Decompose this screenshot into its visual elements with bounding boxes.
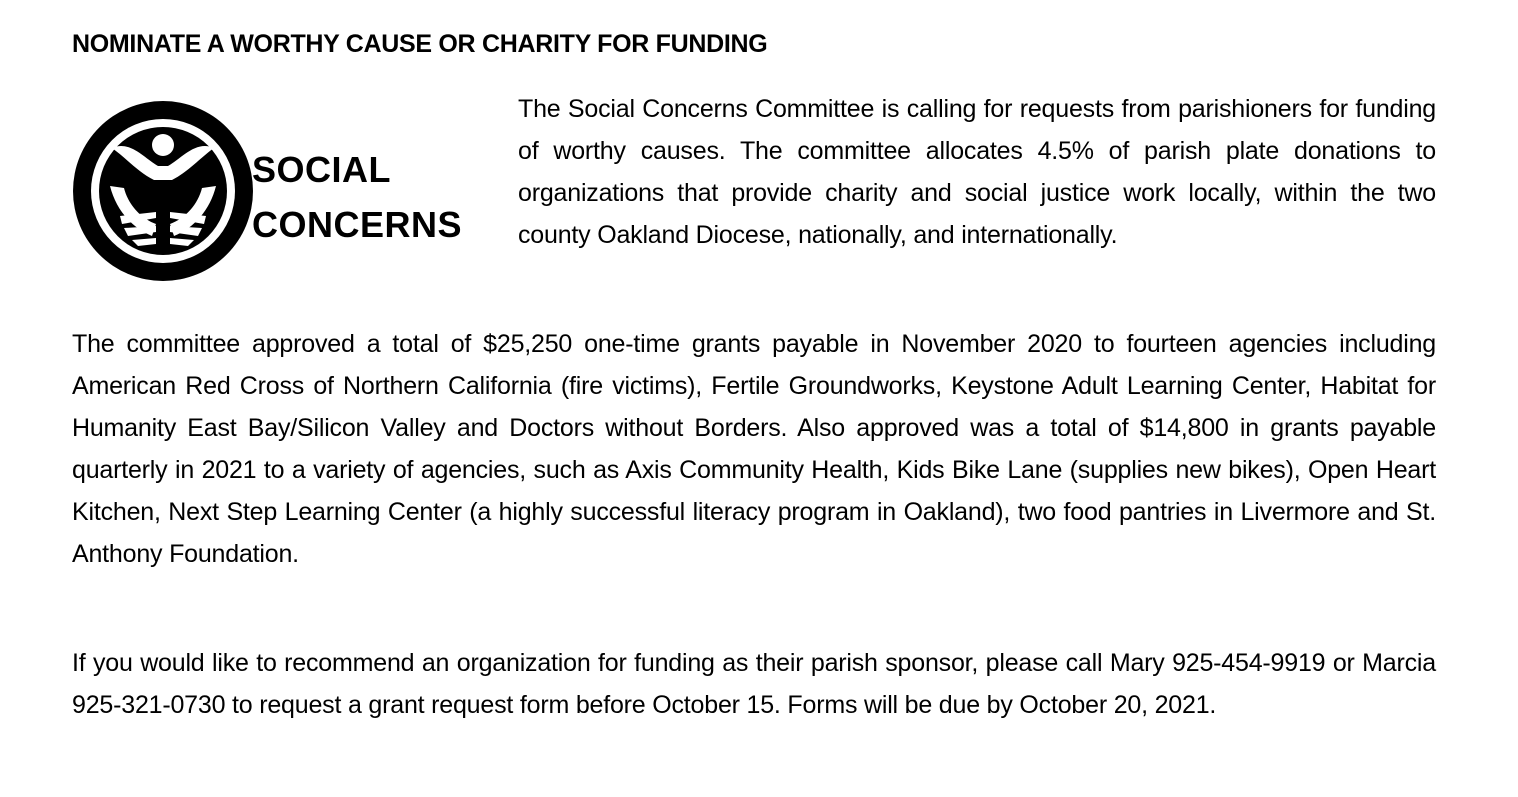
logo-text-social: SOCIAL [252,149,392,190]
logo-text-concerns: CONCERNS [252,204,463,245]
intro-paragraph: The Social Concerns Committee is calling for requests from parishioners for funding of worthy causes. The committee allocates 4.5% of parish plate donations to organizations that provide charity and social justice work locally, within the two county Oakland Diocese, nationally, and internationally. [518,95,1436,249]
social-concerns-logo [72,100,482,285]
social-concerns-hands-icon [72,100,254,282]
page-title: NOMINATE A WORTHY CAUSE OR CHARITY FOR FUNDING [72,30,768,58]
grants-paragraph: The committee approved a total of $25,250 one-time grants payable in November 2020 to fourteen agencies including American Red Cross of Northern California (fire victims), Fertile Groundworks, Keystone Adult Learning Center, Habitat for Humanity East Bay/Silicon Valley and Doctors without Borders. Also approved was a total of $14,800 in grants payable quarterly in 2021 to a variety of agencies, such as Axis Community Health, Kids Bike Lane (supplies new bikes), Open Heart Kitchen, Next Step Learning Center (a highly successful literacy program in Oakland), two food pantries in Livermore and St. Anthony Foundation. [72,330,1436,568]
contact-paragraph: If you would like to recommend an organization for funding as their parish sponsor, please call Mary 925-454-9919 or Marcia 925-321-0730 to request a grant request form before October 15. Forms will be due by October 20, 2021. [72,649,1436,719]
